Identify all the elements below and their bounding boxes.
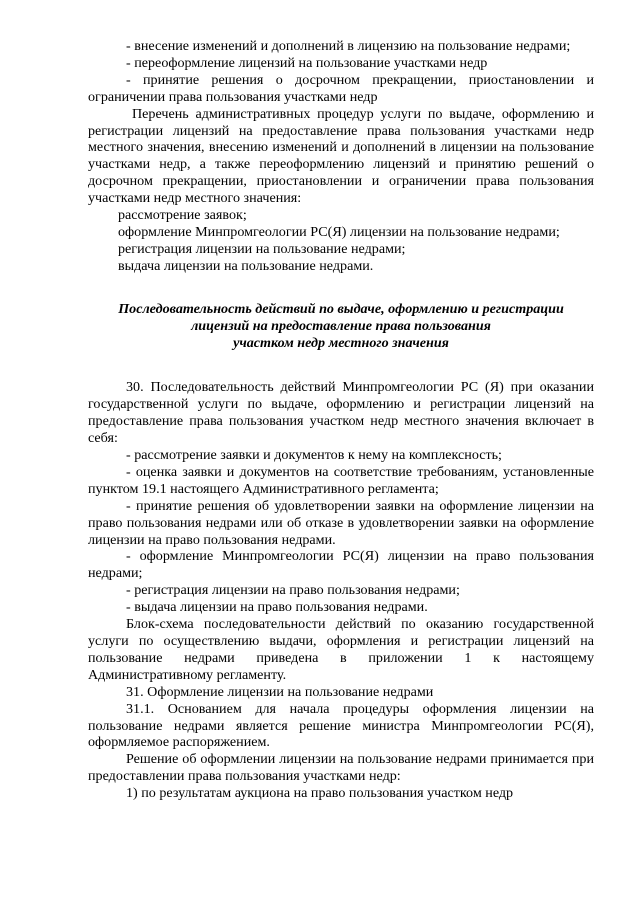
auction-item: 1) по результатам аукциона на право пользования участком недр [126, 785, 514, 802]
block-schema-paragraph: Блок-схема последовательности действий по оказанию государственной услуги по осуществлению выдачи, оформления и регистрации лицензий на пользование недрами приведена в приложении 1 к настоящему Административному регламенту. [88, 616, 594, 683]
procedure-item: выдача лицензии на пользование недрами. [118, 257, 374, 274]
step-item: - рассмотрение заявки и документов к нему на комплексность; [126, 447, 502, 464]
step-item: - оценка заявки и документов на соответствие требованиям, установленные пунктом 19.1 настоящего Административного регламента; [88, 463, 594, 497]
section-heading-line: участком недр местного значения [233, 334, 449, 351]
step-item: - регистрация лицензии на право пользования недрами; [126, 582, 460, 599]
section-heading [88, 301, 594, 352]
procedure-item: оформление Минпромгеологии РС(Я) лицензии на пользование недрами; [118, 223, 560, 240]
paragraph-31-1: 31.1. Основанием для начала процедуры оформления лицензии на пользование недрами является решение министра Минпромгеологии РС(Я), оформляемое распоряжением. [88, 700, 594, 751]
paragraph-30: 30. Последовательность действий Минпромгеологии РС (Я) при оказании государственной услуги по выдаче, оформлению и регистрации лицензий на предоставление права пользования участком недр местного значения включает в себя: [88, 379, 594, 447]
bullet-termination: - принятие решения о досрочном прекращении, приостановлении и ограничении права пользования участками недр [88, 71, 594, 105]
section-heading-line: лицензий на предоставление права пользования [191, 317, 491, 334]
procedure-item: регистрация лицензии на пользование недрами; [118, 240, 406, 257]
paragraph-31: 31. Оформление лицензии на пользование недрами [126, 683, 434, 700]
step-item: - оформление Минпромгеологии РС(Я) лицензии на право пользования недрами; [88, 548, 594, 582]
step-item: - принятие решения об удовлетворении заявки на оформление лицензии на право пользования недрами или об отказе в удовлетворении заявки на оформление лицензии на право пользования недрами. [88, 497, 594, 548]
step-item: - выдача лицензии на право пользования недрами. [126, 599, 428, 616]
bullet-amendments: - внесение изменений и дополнений в лицензию на пользование недрами; [126, 38, 571, 54]
procedure-item: рассмотрение заявок; [118, 207, 247, 224]
bullet-reissue: - переоформление лицензий на пользование участками недр [126, 54, 488, 71]
decision-paragraph: Решение об оформлении лицензии на пользование недрами принимается при предоставлении права пользования участками недр: [88, 751, 594, 785]
procedures-list-paragraph: Перечень административных процедур услуги по выдаче, оформлению и регистрации лицензий на предоставление права пользования участками недр местного значения, внесению изменений и дополнений в лицензии на пользование участками недр, а также переоформлению лицензий и принятию решений о досрочном прекращении, приостановлении и ограничении права пользования участками недр местного значения: [88, 105, 594, 207]
section-heading-line: Последовательность действий по выдаче, оформлению и регистрации [118, 300, 564, 317]
document-page [88, 38, 594, 802]
